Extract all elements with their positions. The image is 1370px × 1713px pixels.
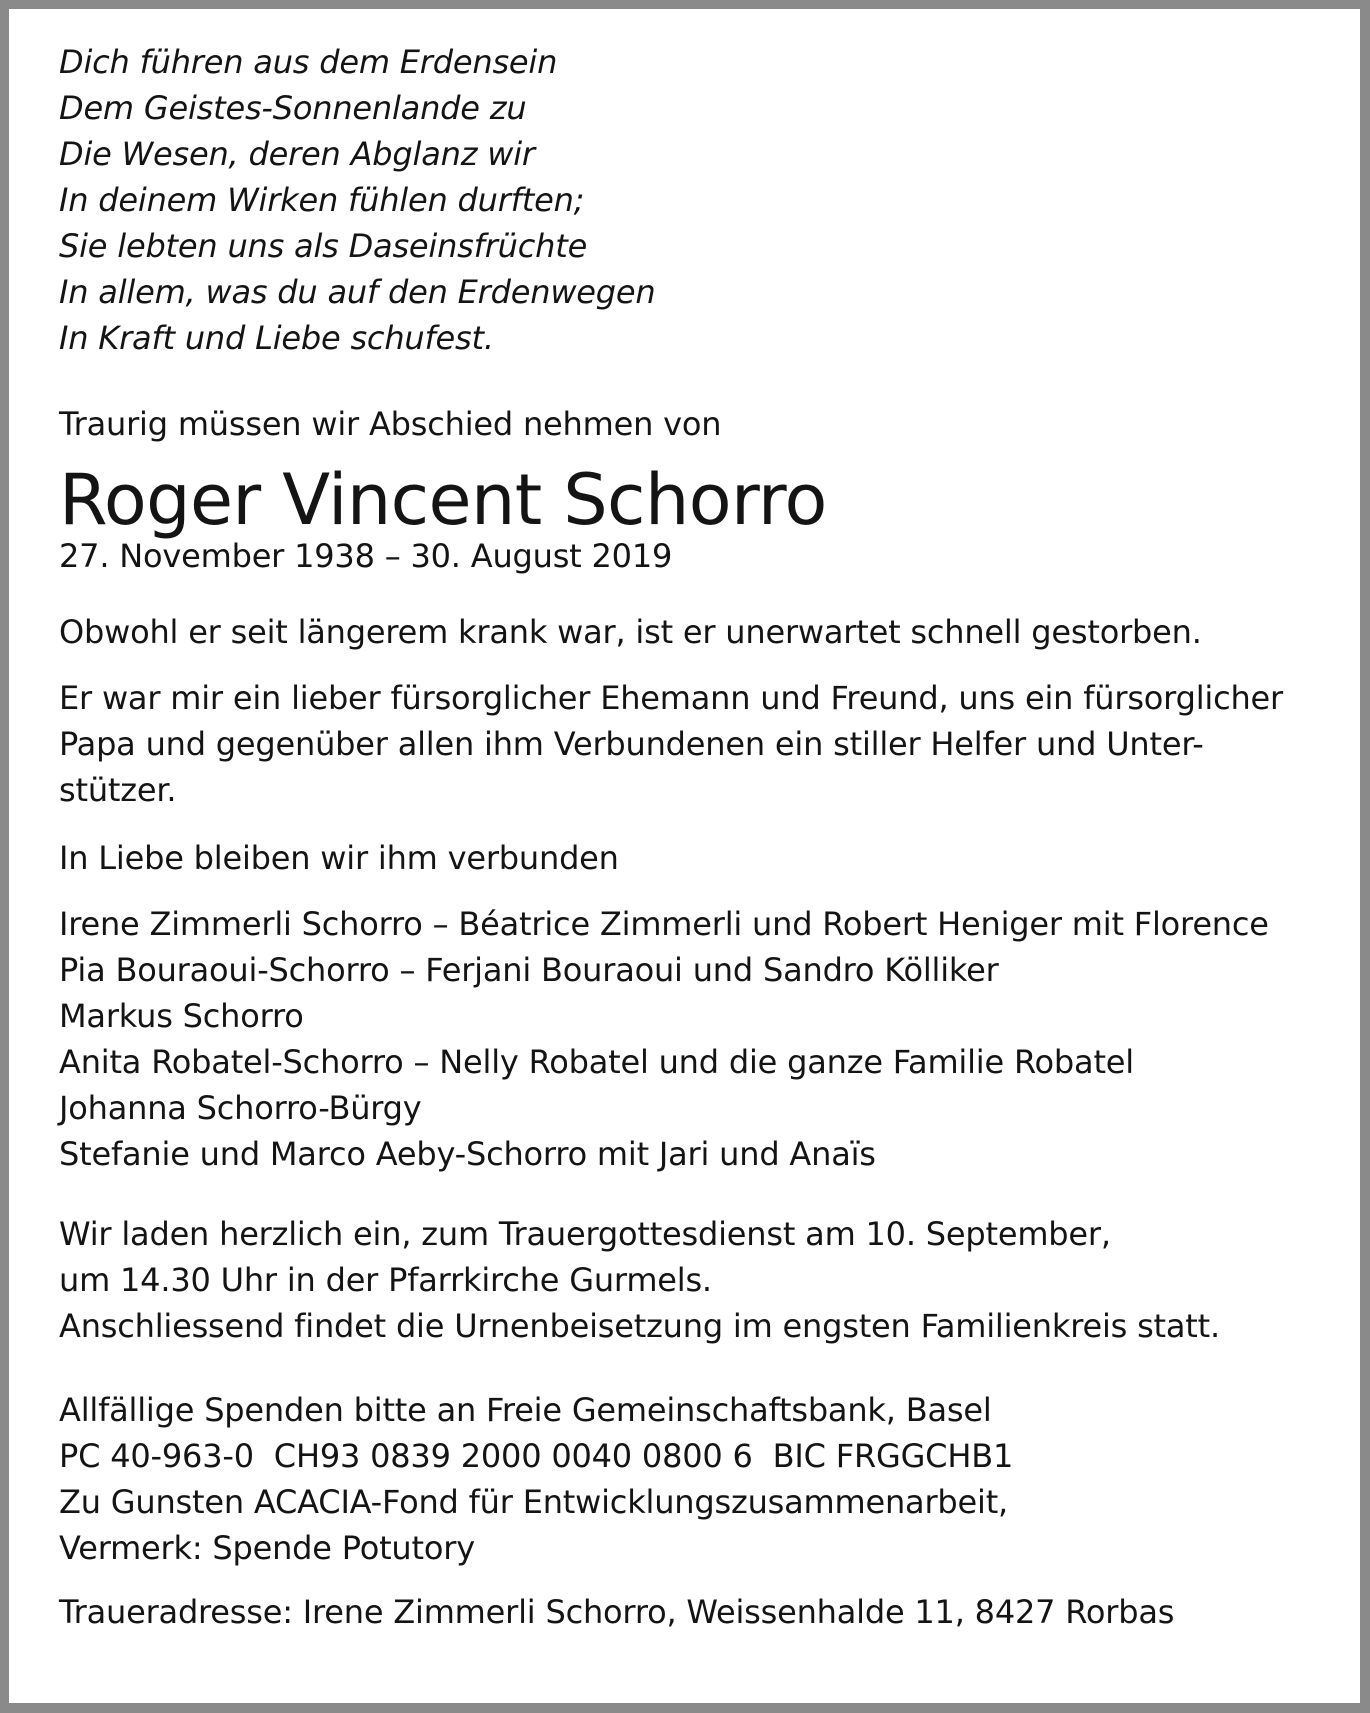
- poem-line: Sie lebten uns als Daseinsfrüchte: [59, 227, 588, 265]
- service-line: um 14.30 Uhr in der Pfarrkirche Gurmels.: [59, 1261, 712, 1299]
- tribute-line: Papa und gegenüber allen ihm Verbundenen ein stiller Helfer und Unter-: [59, 725, 1204, 763]
- poem-line: Dem Geistes-Sonnenlande zu: [59, 89, 527, 127]
- tribute-line: stützer.: [59, 771, 177, 809]
- deceased-name: Roger Vincent Schorro: [59, 459, 827, 541]
- mourning-address: Traueradresse: Irene Zimmerli Schorro, Weissenhalde 11, 8427 Rorbas: [59, 1593, 1175, 1631]
- poem-line: In Kraft und Liebe schufest.: [59, 319, 494, 357]
- service-line: Anschliessend findet die Urnenbeisetzung im engsten Familienkreis statt.: [59, 1307, 1220, 1345]
- family-member: Irene Zimmerli Schorro – Béatrice Zimmerli und Robert Heniger mit Florence: [59, 905, 1269, 943]
- poem-line: In deinem Wirken fühlen durften;: [59, 181, 585, 219]
- family-member: Anita Robatel-Schorro – Nelly Robatel und die ganze Familie Robatel: [59, 1043, 1134, 1081]
- poem-line: In allem, was du auf den Erdenwegen: [59, 273, 656, 311]
- obituary-content: [59, 39, 1339, 1635]
- paragraph-tribute: [59, 675, 1339, 813]
- family-list: [59, 901, 1339, 1177]
- paragraph-illness: Obwohl er seit längerem krank war, ist er unerwartet schnell gestorben.: [59, 613, 1202, 651]
- donation-line: Allfällige Spenden bitte an Freie Gemeinschaftsbank, Basel: [59, 1391, 992, 1429]
- closing-text: In Liebe bleiben wir ihm verbunden: [59, 839, 619, 877]
- family-member: Stefanie und Marco Aeby-Schorro mit Jari und Anaïs: [59, 1135, 876, 1173]
- family-member: Johanna Schorro-Bürgy: [59, 1089, 422, 1127]
- poem-line: Dich führen aus dem Erdensein: [59, 43, 558, 81]
- poem-line: Die Wesen, deren Abglanz wir: [59, 135, 535, 173]
- donation-line: Zu Gunsten ACACIA-Fond für Entwicklungszusammenarbeit,: [59, 1483, 1009, 1521]
- service-line: Wir laden herzlich ein, zum Trauergottesdienst am 10. September,: [59, 1215, 1111, 1253]
- donation-info: [59, 1387, 1339, 1571]
- donation-line: PC 40-963-0 CH93 0839 2000 0040 0800 6 BIC FRGGCHB1: [59, 1437, 1014, 1475]
- life-dates: 27. November 1938 – 30. August 2019: [59, 537, 673, 575]
- poem: [59, 39, 1339, 361]
- tribute-line: Er war mir ein lieber fürsorglicher Ehemann und Freund, uns ein fürsorglicher: [59, 679, 1283, 717]
- intro-text: Traurig müssen wir Abschied nehmen von: [59, 405, 722, 443]
- donation-line: Vermerk: Spende Potutory: [59, 1529, 475, 1567]
- family-member: Pia Bouraoui-Schorro – Ferjani Bouraoui und Sandro Kölliker: [59, 951, 999, 989]
- obituary-card: [9, 9, 1360, 1703]
- service-info: [59, 1211, 1339, 1349]
- family-member: Markus Schorro: [59, 997, 304, 1035]
